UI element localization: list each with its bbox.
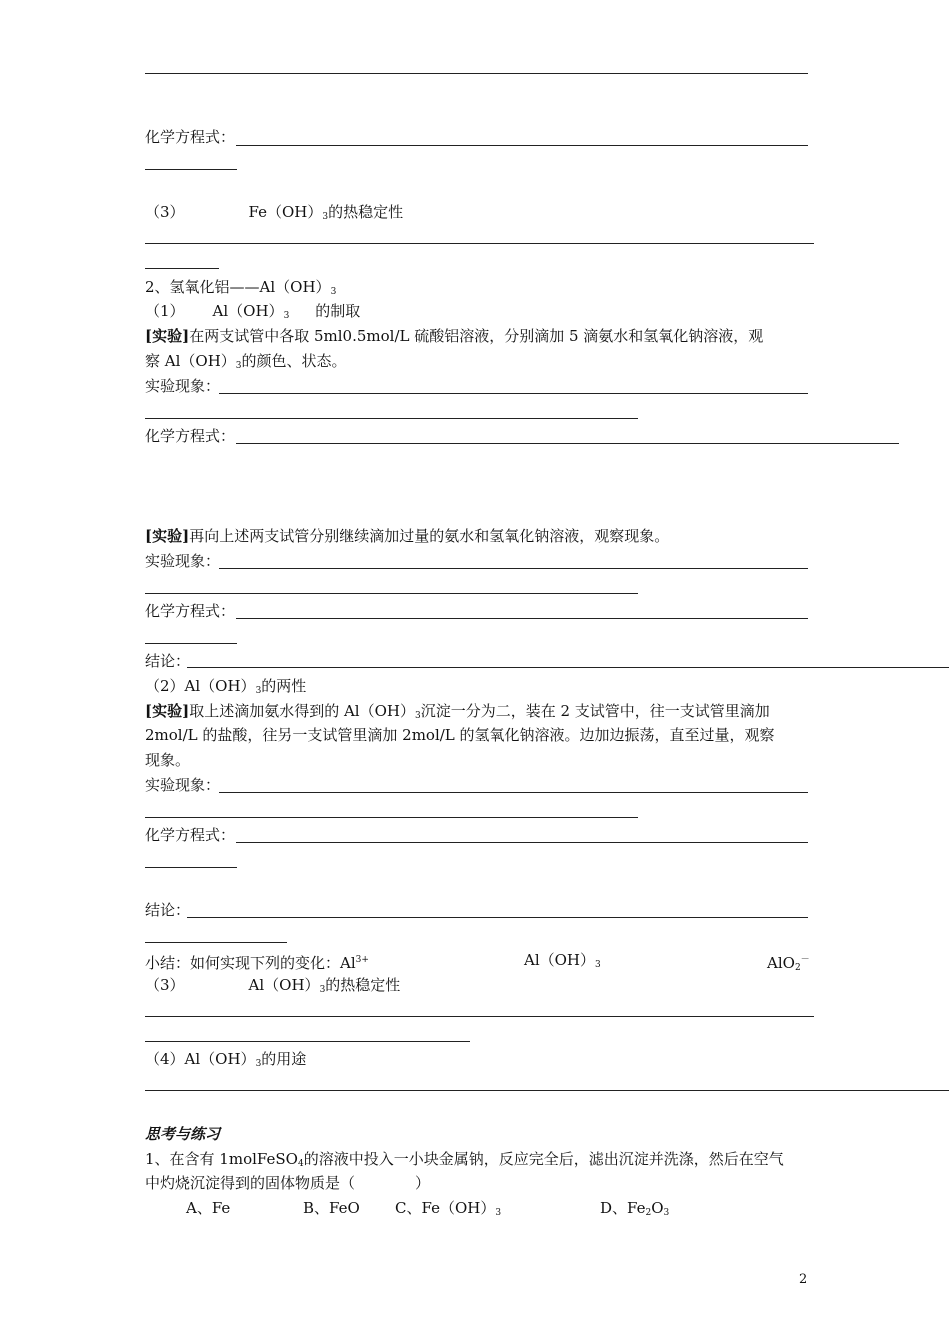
al-thermal-heading: （3） $Al(OH)_3$的热稳定性 [145, 976, 401, 995]
answer-line [145, 268, 219, 269]
experiment-1-line-1: [实验]在两支试管中各取 5ml0.5mol/L 硫酸铝溶液，分别滴加 5 滴氨水和氢氧化钠溶液，观 [145, 327, 764, 345]
answer-line [236, 145, 808, 146]
experiment-3-line-1: [实验]取上述滴加氨水得到的 $Al(OH)_3$沉淀一分为二，装在 2 支试管中，往一支试管里滴加 [145, 702, 770, 721]
formula-label: 化学方程式： [145, 128, 236, 146]
answer-line [236, 443, 899, 444]
answer-line [145, 1090, 949, 1091]
experiment-2-line: [实验]再向上述两支试管分别继续滴加过量的氨水和氢氧化钠溶液，观察现象。 [145, 527, 670, 545]
formula-label: 化学方程式： [145, 602, 236, 620]
experiment-1-line-2: 察 $Al(OH)_3$的颜色、状态。 [145, 352, 347, 371]
formula-label: 化学方程式： [145, 826, 236, 844]
answer-line [219, 792, 808, 793]
option-d: D、$Fe_2O_3$ [600, 1199, 670, 1218]
option-b: B、FeO [303, 1199, 360, 1217]
answer-line [236, 618, 808, 619]
conclusion-label: 结论： [145, 652, 191, 670]
answer-line [145, 817, 638, 818]
al-use-heading: $(4)Al(OH)_3$的用途 [145, 1050, 307, 1069]
answer-line [219, 393, 808, 394]
answer-line [145, 169, 237, 170]
answer-line [145, 1041, 470, 1042]
answer-line [145, 593, 638, 594]
question-1-line-2: 中灼烧沉淀得到的固体物质是（ ） [145, 1174, 431, 1192]
option-c: C、$Fe(OH)_3$ [395, 1199, 502, 1218]
answer-line [145, 643, 237, 644]
conclusion-label: 结论： [145, 901, 191, 919]
formula-label: 化学方程式： [145, 427, 236, 445]
answer-line [145, 1016, 814, 1017]
experiment-3-line-2: 2mol/L 的盐酸，往另一支试管里滴加 2mol/L 的氢氧化钠溶液。边加边振荡，直至过量，观察 [145, 726, 775, 744]
practice-heading: 思考与练习 [145, 1125, 221, 1143]
al-prep-heading: （1） $Al(OH)_3$ 的制取 [145, 302, 361, 321]
option-a: A、Fe [186, 1199, 231, 1217]
summary-middle-species: $Al(OH)_3$ [524, 951, 601, 970]
phenomenon-label: 实验现象： [145, 776, 221, 794]
experiment-3-line-3: 现象。 [145, 751, 191, 769]
answer-line [219, 568, 808, 569]
answer-line [187, 667, 949, 668]
phenomenon-label: 实验现象： [145, 377, 221, 395]
page-number: 2 [799, 1272, 808, 1287]
answer-line [145, 243, 814, 244]
phenomenon-label: 实验现象： [145, 552, 221, 570]
answer-line [187, 917, 808, 918]
summary-end-species: AlO$_2$－ [767, 954, 810, 973]
amphoteric-heading: $(2)Al(OH)_3$的两性 [145, 677, 307, 696]
summary-line: 小结：如何实现下列的变化：$Al^{3+}$ [145, 954, 369, 972]
answer-line [145, 418, 638, 419]
answer-line [145, 73, 808, 74]
answer-line [236, 842, 808, 843]
question-1-line-1: 1、在含有 1molFeSO$_4$的溶液中投入一小块金属钠，反应完全后，滤出沉淀并洗涤，然后在空气 [145, 1150, 784, 1169]
answer-line [145, 867, 237, 868]
section-title: 2、氢氧化铝$——Al(OH)_3$ [145, 278, 337, 297]
answer-line [145, 942, 287, 943]
fe-thermal-heading: （3） $Fe(OH)_3$的热稳定性 [145, 203, 404, 222]
